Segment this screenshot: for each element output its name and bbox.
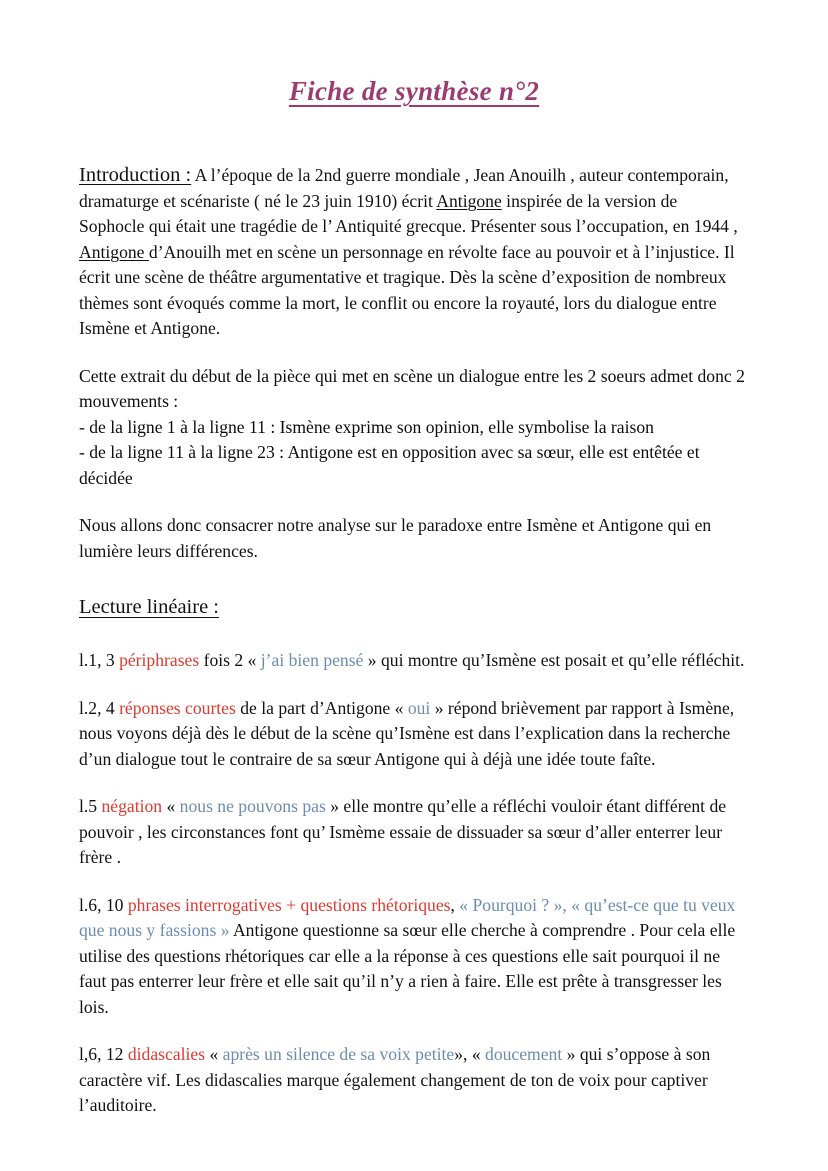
spacer	[79, 491, 747, 513]
entry-commentary: » elle montre qu’elle a réfléchi vouloir étant différent de pouvoir , les circonstances font qu’ Ismème essaie de dissuader sa sœur d’aller enterrer leur frère .	[79, 796, 727, 867]
entry-connector: fois 2 «	[199, 650, 261, 670]
line-reference: l.5	[79, 796, 102, 816]
intro-text-after-works: d’Anouilh met en scène un personnage en révolte face au pouvoir et à l’injustice. Il écrit une scène de théâtre argumentative et tragique. Dès la scène d’exposition de nombreux thèmes sont évoqués comme la mort, le conflit ou encore la royauté, lors du dialogue entre Ismène et Antigone.	[79, 241, 735, 338]
entry-connector: «	[205, 1044, 223, 1064]
introduction-paragraph	[79, 163, 747, 342]
analysis-entry	[79, 794, 747, 871]
analysis-entry	[79, 648, 747, 674]
lecture-lineaire-heading-wrap	[79, 564, 747, 626]
entry-commentary: Antigone questionne sa sœur elle cherche à comprendre . Pour cela elle utilise des questions rhétoriques car elle a la réponse à ces questions elle sait pourquoi il ne faut pas enterrer leur frère et elle sait qu’il n’y a rien à faire. Elle est prête à transgresser les lois.	[79, 920, 736, 1017]
mouvements-lead: Cette extrait du début de la pièce qui met en scène un dialogue entre les 2 soeurs admet donc 2 mouvements :	[79, 365, 745, 411]
entry-commentary: » qui montre qu’Ismène est posait et qu’elle réfléchit.	[363, 650, 745, 670]
line-reference: l.1, 3	[79, 650, 120, 670]
analysis-entry	[79, 696, 747, 773]
literary-device: phrases interrogatives + questions rhétoriques	[127, 894, 451, 915]
entry-connector: «	[162, 796, 180, 816]
analysis-announcement-paragraph: Nous allons donc consacrer notre analyse sur le paradoxe entre Ismène et Antigone qui en lumière leurs différences.	[79, 515, 712, 561]
work-title-antigone-first: Antigone	[436, 190, 502, 211]
entry-commentary: » qui s’oppose à son caractère vif. Les didascalies marque également changement de ton de voix pour captiver l’auditoire.	[79, 1044, 711, 1115]
literary-device: périphrases	[119, 650, 200, 670]
line-reference: l,6, 12	[79, 1044, 128, 1064]
introduction-heading: Introduction :	[79, 164, 192, 186]
literary-device: didascalies	[127, 1044, 206, 1064]
intro-text-before-antigone: A l’époque de la 2nd guerre mondiale , Jean Anouilh , auteur contemporain, dramaturge et scénariste ( né le 23 juin 1910) écrit	[79, 165, 729, 211]
text-quotation: après un silence de sa voix petite	[222, 1044, 455, 1064]
lecture-lineaire-heading: Lecture linéaire :	[79, 596, 219, 618]
spacer	[79, 342, 747, 364]
text-quotation: « Pourquoi ? », « qu’est-ce que tu veux que nous y fassions »	[79, 894, 736, 940]
work-title-antigone-second: Antigone	[79, 241, 149, 262]
entry-commentary: » répond brièvement par rapport à Ismène, nous voyons déjà dès le début de la scène qu’Ismène est dans l’explication dans la recherche d’un dialogue tout le contraire de sa sœur Antigone qui à déjà une idée toute faîte.	[79, 697, 735, 769]
mouvement-item-1: - de la ligne 1 à la ligne 11 : Ismène exprime son opinion, elle symbolise la raison	[79, 416, 654, 437]
text-quotation: oui	[407, 697, 431, 718]
line-reference: l.2, 4	[79, 697, 120, 718]
text-quotation-secondary: doucement	[485, 1044, 563, 1064]
document-body	[79, 163, 747, 1119]
entry-connector: ,	[450, 894, 460, 915]
quotation-separator: », «	[454, 1044, 486, 1064]
line-reference: l.6, 10	[79, 894, 128, 915]
text-quotation: nous ne pouvons pas	[179, 796, 326, 816]
analysis-entry	[79, 1042, 747, 1119]
mouvement-item-2: - de la ligne 11 à la ligne 23 : Antigone est en opposition avec sa sœur, elle est entêtée et décidée	[79, 442, 700, 488]
literary-device: réponses courtes	[119, 697, 236, 718]
literary-device: négation	[101, 796, 163, 816]
intro-text-between-works: inspirée de la version de Sophocle qui était une tragédie de l’ Antiquité grecque. Présenter sous l’occupation, en 1944 ,	[79, 190, 738, 236]
text-quotation: j’ai bien pensé	[260, 650, 364, 670]
page-title: Fiche de synthèse n°2	[288, 76, 540, 106]
entry-connector: de la part d’Antigone «	[235, 697, 408, 718]
analysis-entry	[79, 893, 747, 1021]
